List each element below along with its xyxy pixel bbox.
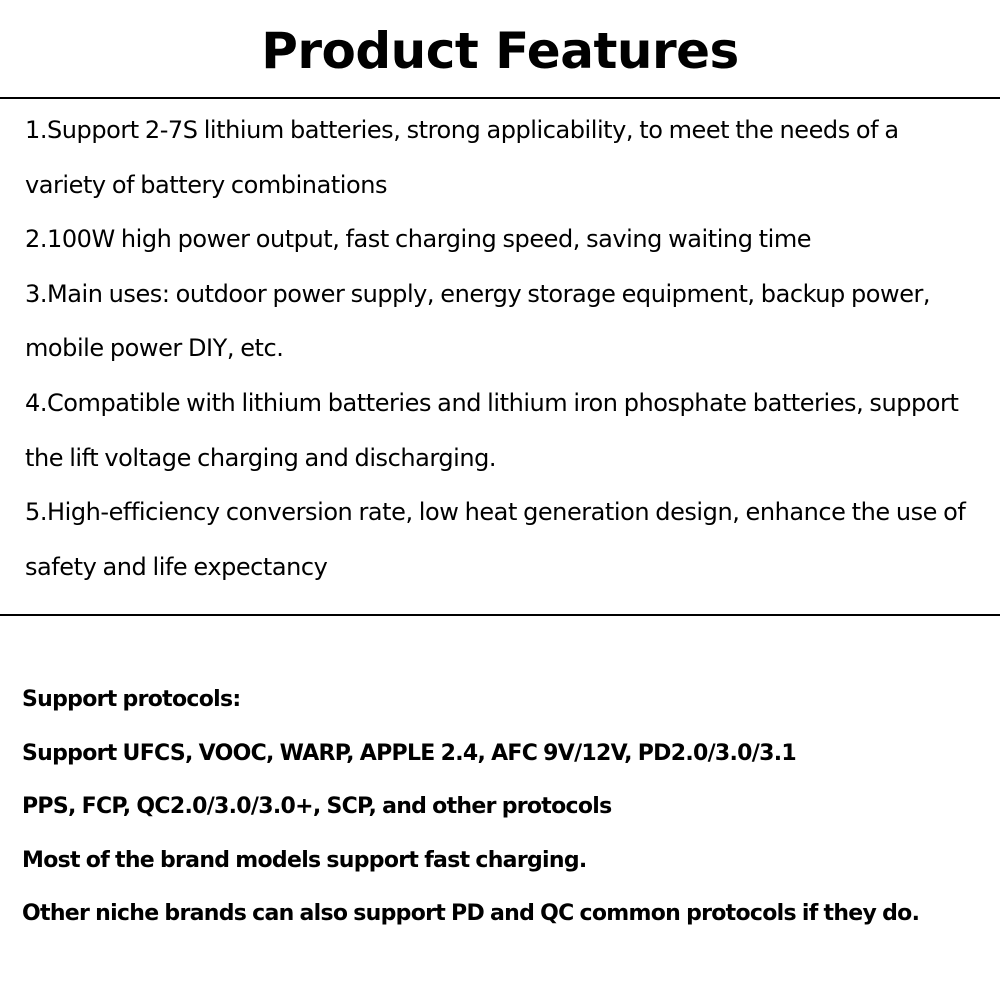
feature-item-2: 2.100W high power output, fast charging speed, saving waiting time [25, 225, 812, 254]
page-title: Product Features [261, 22, 739, 80]
protocol-line-2: PPS, FCP, QC2.0/3.0/3.0+, SCP, and other protocols [22, 794, 612, 820]
top-divider [0, 97, 1000, 99]
feature-item-4: 4.Compatible with lithium batteries and lithium iron phosphate batteries, support the lift voltage charging and discharging. [25, 388, 959, 472]
protocol-line-4: Other niche brands can also support PD and QC common protocols if they do. [22, 901, 920, 927]
protocol-line-1: Support UFCS, VOOC, WARP, APPLE 2.4, AFC 9V/12V, PD2.0/3.0/3.1 [22, 740, 796, 766]
protocols-section [22, 673, 997, 941]
protocol-line-3: Most of the brand models support fast charging. [22, 847, 587, 873]
protocols-heading: Support protocols: [22, 687, 241, 712]
bottom-divider [0, 614, 1000, 616]
feature-item-1: 1.Support 2-7S lithium batteries, strong applicability, to meet the needs of a variety of battery combinations [25, 116, 899, 199]
feature-list [25, 103, 985, 594]
feature-item-3: 3.Main uses: outdoor power supply, energy storage equipment, backup power, mobile power DIY, etc. [25, 279, 931, 363]
feature-item-5: 5.High-efficiency conversion rate, low heat generation design, enhance the use of safety and life expectancy [25, 498, 966, 581]
